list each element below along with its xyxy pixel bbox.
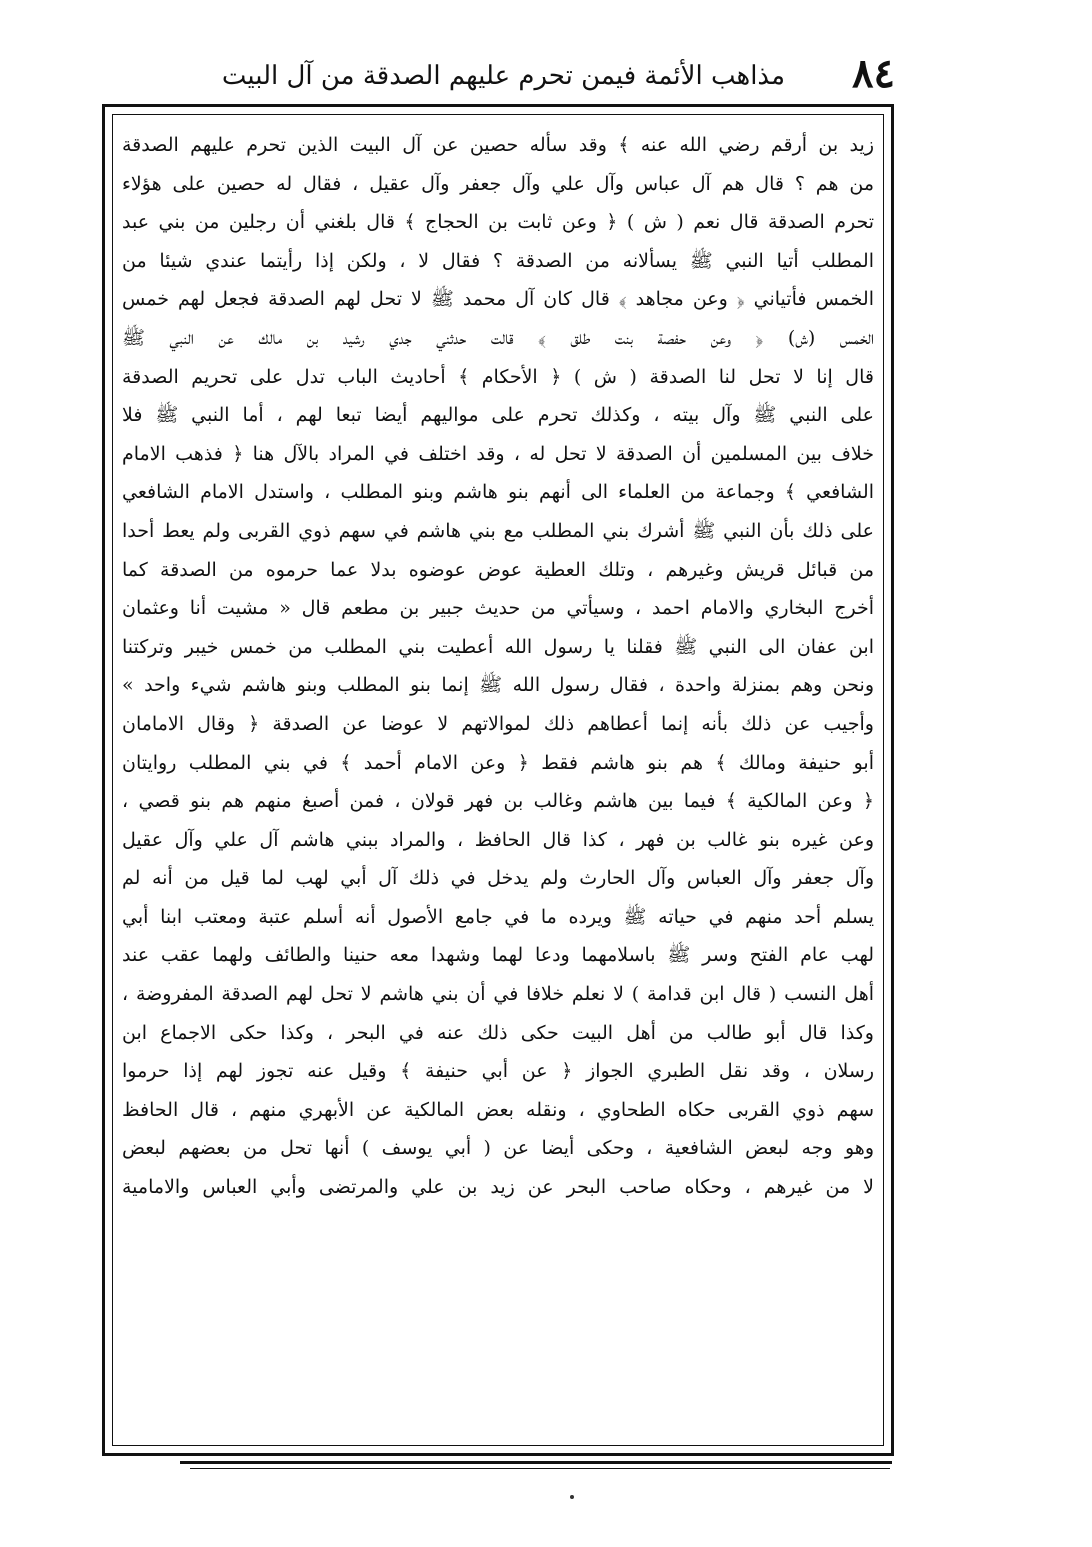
text-line: أبو حنيفة ومالك ﴾ هم بنو هاشم فقط ﴿ وعن الامام أحمد ﴾ في بني المطلب روايتان [122, 751, 874, 774]
text-line: أخرج البخاري والامام احمد ، وسيأتي من حديث جبير بن مطعم قال « مشيت أنا وعثمان [122, 597, 874, 620]
text-line: الخمس فأتياني ﴿ وعن مجاهد ﴾ قال كان آل محمد ﷺ لا تحل لهم الصدقة فجعل لهم خمس [122, 288, 874, 311]
text-line: سهم ذوي القربى حكاه الطحاوي ، ونقله بعض المالكية عن الأبهري منهم ، قال الحافظ [122, 1098, 874, 1121]
text-line: يسلم أحد منهم في حياته ﷺ ويرده ما في جامع الأصول أنه أسلم عتبة ومعتب ابنا أبي [122, 905, 874, 928]
text-line: أهل النسب ( قال ابن قدامة ) لا نعلم خلافا في أن بني هاشم لا تحل لهم الصدقة المفروضة ، [122, 983, 874, 1006]
text-line: لهب عام الفتح وسر ﷺ باسلامهما ودعا لهما وشهدا معه حنينا والطائف ولهما عقب عند [122, 944, 874, 967]
text-line: ﴿ وعن المالكية ﴾ فيما بين هاشم وغالب بن فهر قولان ، فمن أصبغ منهم هم بنو قصي ، [122, 790, 874, 813]
bottom-rule [180, 1461, 892, 1464]
page-header [105, 48, 895, 108]
text-line: الشافعي ﴾ وجماعة من العلماء الى أنهم بنو هاشم وبنو المطلب ، واستدل الامام الشافعي [122, 481, 874, 504]
bottom-rule-thin [190, 1468, 890, 1469]
text-line: وكذا قال أبو طالب من أهل البيت حكى ذلك عنه في البحر ، وكذا حكى الاجماع ابن [122, 1021, 874, 1044]
text-line: من هم ؟ قال هم آل عباس وآل علي وآل جعفر وآل عقيل ، فقال له حصين على هؤلاء [122, 172, 874, 195]
text-line: وهو وجه لبعض الشافعية ، وحكى أيضا عن ( أبي يوسف ) أنها تحل من بعضهم لبعض [122, 1137, 874, 1160]
text-line: زيد بن أرقم رضي الله عنه ﴾ وقد سأله حصين عن آل البيت الذين تحرم عليهم الصدقة [122, 134, 874, 156]
text-line: تحرم الصدقة قال نعم ( ش ) ﴿ وعن ثابت بن الحجاج ﴾ قال بلغني أن رجلين من بني عبد [122, 211, 874, 234]
text-line: وعن غيره بنو غالب بن فهر ، كذا قال الحافظ ، والمراد ببني هاشم آل علي وآل عقيل [122, 828, 874, 851]
text-line: وأجيب عن ذلك بأنه إنما أعطاهم ذلك لموالاتهم لا عوضا عن الصدقة ﴿ وقال الامامان [122, 712, 874, 735]
text-line: قال إنا لا تحل لنا الصدقة ( ش ) ﴿ الأحكام ﴾ أحاديث الباب تدل على تحريم الصدقة [122, 365, 874, 388]
footer-dot [570, 1495, 574, 1499]
text-line: المطلب أتيا النبي ﷺ يسألانه من الصدقة ؟ فقال لا ، ولكن إذا رأيتما عندي شيئا من [122, 249, 874, 272]
text-line: من قبائل قريش وغيرهم ، وتلك العطية عوض عوضوه بدلا عما حرموه من الصدقة كما [122, 558, 874, 581]
running-title: مذاهب الأئمة فيمن تحرم عليهم الصدقة من آل البيت [221, 61, 785, 91]
text-line: لا من غيرهم ، وحكاه صاحب البحر عن زيد بن علي والمرتضى وأبي العباس والامامية [122, 1176, 874, 1199]
text-line: على النبي ﷺ وآل بيته ، وكذلك تحرم على مواليهم أيضا تبعا لهم ، أما النبي ﷺ فلا [122, 404, 874, 427]
text-line: ونحن وهم بمنزلة واحدة ، فقال رسول الله ﷺ إنما بنو المطلب وبنو هاشم شيء واحد » [122, 674, 874, 697]
text-line: الخمس (ش) ﴿ وعن حفصة بنت طلق ﴾ قالت حدثني جدي رشيد بن مالك عن النبي ﷺ [122, 326, 874, 349]
text-line: على ذلك بأن النبي ﷺ أشرك بني المطلب مع بني هاشم في سهم ذوي القربى ولم يعط أحدا [122, 519, 874, 542]
page-number: ٨٤ [852, 50, 895, 97]
text-line: خلاف بين المسلمين أن الصدقة لا تحل له ، وقد اختلف في المراد بالآل هنا ﴿ فذهب الامام [122, 442, 874, 465]
text-line: ابن عفان الى النبي ﷺ فقلنا يا رسول الله أعطيت بني المطلب من خمس خيبر وتركتنا [122, 635, 874, 658]
body-text [122, 126, 874, 1442]
text-line: رسلان ، وقد نقل الطبري الجواز ﴿ عن أبي حنيفة ﴾ وقيل عنه تجوز لهم إذا حرموا [122, 1060, 874, 1083]
text-line: وآل جعفر وآل العباس وآل الحارث ولم يدخل في ذلك آل أبي لهب لما قيل من أنه لم [122, 867, 874, 890]
